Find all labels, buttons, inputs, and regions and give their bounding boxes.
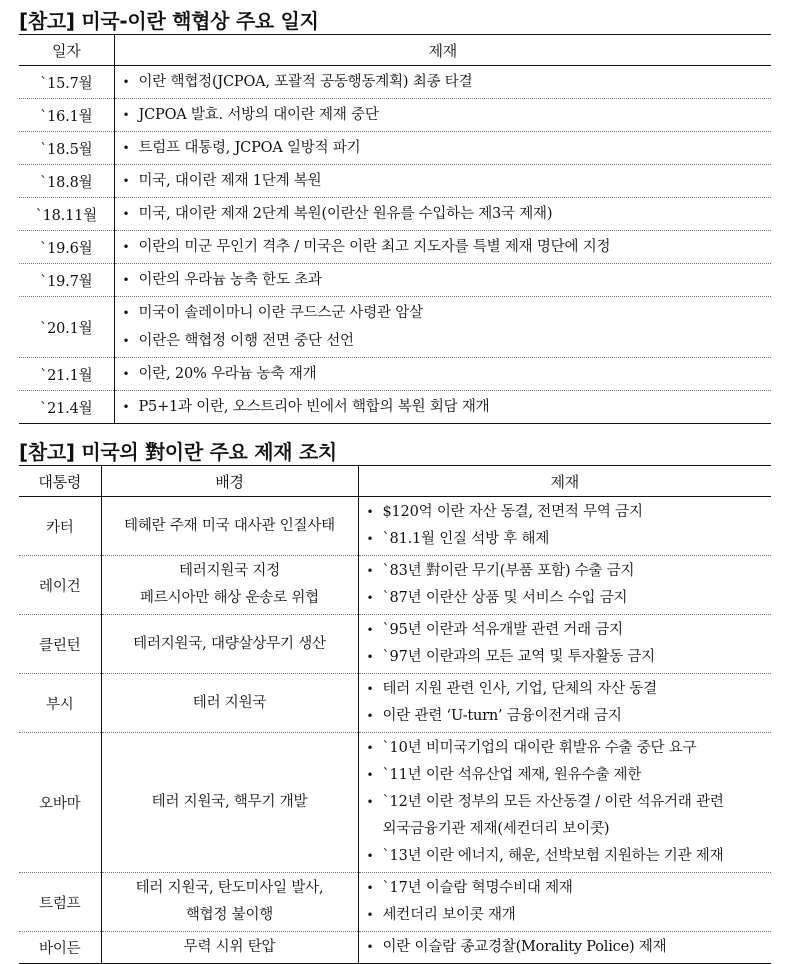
- nuclear-negotiation-timeline-table: [19, 34, 771, 424]
- bullet-icon: •: [366, 650, 374, 664]
- bullet-icon: •: [366, 505, 374, 519]
- event-text: JCPOA 발효. 서방의 대이란 제재 중단: [138, 107, 379, 123]
- president-cell: 바이든: [19, 932, 101, 964]
- header-background: 배경: [101, 466, 358, 497]
- sanction-text: `10년 비미국기업의 대이란 휘발유 수출 중단 요구: [382, 740, 697, 756]
- table-row: [19, 674, 771, 733]
- background-text: 페르시아만 해상 운송로 위협: [140, 590, 319, 606]
- header-president: 대통령: [19, 466, 101, 497]
- table-row: [19, 165, 771, 198]
- event-text: 미국이 솔레이마니 이란 쿠드스군 사령관 암살: [138, 305, 423, 321]
- bullet-icon: •: [366, 591, 374, 605]
- sanction-text: 이란 이슬람 종교경찰(Morality Police) 제재: [382, 939, 667, 955]
- background-text: 무력 시위 탄압: [183, 939, 276, 955]
- bullet-icon: •: [366, 709, 374, 723]
- table-row: [19, 733, 771, 873]
- us-sanctions-table: [19, 465, 771, 964]
- bullet-icon: •: [366, 564, 374, 578]
- section2-title: [참고] 미국의 對이란 주요 제재 조치: [19, 440, 337, 464]
- table-row: [19, 873, 771, 932]
- sanction-text: `17년 이슬람 혁명수비대 제재: [382, 880, 573, 896]
- sanction-text: 이란 관련 ‘U-turn’ 금융이전거래 금지: [382, 708, 622, 724]
- table-row: [19, 132, 771, 165]
- background-text: 테러 지원국, 핵무기 개발: [151, 794, 308, 810]
- bullet-icon: •: [122, 367, 130, 381]
- bullet-icon: •: [122, 273, 130, 287]
- bullet-icon: •: [366, 532, 374, 546]
- event-text: 이란은 핵협정 이행 전면 중단 선언: [138, 333, 354, 349]
- date-cell: `18.11월: [19, 198, 114, 231]
- sanction-text: $120억 이란 자산 동결, 전면적 무역 금지: [382, 504, 643, 520]
- sanction-text: `97년 이란과의 모든 교역 및 투자활동 금지: [382, 649, 655, 665]
- date-cell: `19.6월: [19, 231, 114, 264]
- bullet-icon: •: [122, 400, 130, 414]
- event-text: 이란의 우라늄 농축 한도 초과: [138, 272, 322, 288]
- sanction-text: `11년 이란 석유산업 제재, 원유수출 제한: [382, 767, 642, 783]
- table-row: [19, 231, 771, 264]
- president-cell: 오바마: [19, 733, 101, 873]
- table-row: [19, 198, 771, 231]
- table-row: [19, 66, 771, 99]
- table-header-row: [19, 35, 771, 66]
- background-text: 테러 지원국, 탄도미사일 발사,: [135, 880, 324, 896]
- president-cell: 클린턴: [19, 615, 101, 674]
- background-text: 핵협정 불이행: [185, 907, 274, 923]
- president-cell: 트럼프: [19, 873, 101, 932]
- section1-title: [참고] 미국-이란 핵협상 주요 일지: [19, 9, 319, 33]
- event-text: 미국, 대이란 제재 2단계 복원(이란산 원유를 수입하는 제3국 제재): [138, 206, 553, 222]
- header-content: 제재: [114, 35, 771, 66]
- date-cell: `21.1월: [19, 358, 114, 391]
- background-text: 테러지원국, 대량살상무기 생산: [133, 635, 326, 652]
- bullet-icon: •: [122, 75, 130, 89]
- date-cell: `15.7월: [19, 66, 114, 99]
- sanction-text: `95년 이란과 석유개발 관련 거래 금지: [382, 622, 623, 638]
- table-row: [19, 391, 771, 424]
- bullet-icon: •: [366, 881, 374, 895]
- table-row: [19, 932, 771, 964]
- table-row: [19, 358, 771, 391]
- bullet-icon: •: [366, 795, 374, 809]
- sanction-text: 테러 지원 관련 인사, 기업, 단체의 자산 동결: [382, 681, 657, 697]
- sanction-text-continuation: 외국금융기관 제재(세컨더리 보이콧): [382, 821, 610, 837]
- bullet-icon: •: [122, 334, 130, 348]
- date-cell: `19.7월: [19, 264, 114, 297]
- bullet-icon: •: [366, 908, 374, 922]
- date-cell: `20.1월: [19, 297, 114, 358]
- president-cell: 카터: [19, 497, 101, 556]
- date-cell: `18.8월: [19, 165, 114, 198]
- table-header-row: [19, 466, 771, 497]
- event-text: 미국, 대이란 제재 1단계 복원: [138, 173, 322, 189]
- background-text: 테러 지원국: [192, 694, 267, 711]
- date-cell: `18.5월: [19, 132, 114, 165]
- sanction-text: `83년 對이란 무기(부품 포함) 수출 금지: [382, 563, 635, 579]
- event-text: 이란의 미군 무인기 격추 / 미국은 이란 최고 지도자를 특별 제재 명단에 지정: [138, 239, 611, 255]
- sanction-text: `87년 이란산 상품 및 서비스 수입 금지: [382, 590, 628, 606]
- table-row: [19, 99, 771, 132]
- bullet-icon: •: [122, 306, 130, 320]
- sanction-text: `13년 이란 에너지, 해운, 선박보험 지원하는 기관 제재: [382, 848, 724, 864]
- background-text: 테헤란 주재 미국 대사관 인질사태: [124, 517, 335, 534]
- bullet-icon: •: [366, 940, 374, 954]
- bullet-icon: •: [366, 849, 374, 863]
- table-row: [19, 297, 771, 358]
- date-cell: `21.4월: [19, 391, 114, 424]
- sanction-text: 세컨더리 보이콧 재개: [382, 907, 516, 923]
- bullet-icon: •: [366, 741, 374, 755]
- date-cell: `16.1월: [19, 99, 114, 132]
- event-text: 이란 핵협정(JCPOA, 포괄적 공동행동계획) 최종 타결: [138, 74, 473, 90]
- background-text: 테러지원국 지정: [178, 563, 281, 579]
- table-row: [19, 497, 771, 556]
- bullet-icon: •: [122, 141, 130, 155]
- bullet-icon: •: [366, 768, 374, 782]
- event-text: 이란, 20% 우라늄 농축 재개: [138, 366, 317, 382]
- president-cell: 레이건: [19, 556, 101, 615]
- president-cell: 부시: [19, 674, 101, 733]
- event-text: P5+1과 이란, 오스트리아 빈에서 핵합의 복원 회담 재개: [138, 399, 490, 415]
- bullet-icon: •: [122, 174, 130, 188]
- bullet-icon: •: [366, 623, 374, 637]
- sanction-text: `12년 이란 정부의 모든 자산동결 / 이란 석유거래 관련: [382, 794, 724, 810]
- bullet-icon: •: [122, 108, 130, 122]
- header-date: 일자: [19, 35, 114, 66]
- table-row: [19, 615, 771, 674]
- bullet-icon: •: [366, 682, 374, 696]
- table-row: [19, 556, 771, 615]
- bullet-icon: •: [122, 207, 130, 221]
- event-text: 트럼프 대통령, JCPOA 일방적 파기: [138, 140, 361, 156]
- sanction-text: `81.1월 인질 석방 후 해제: [382, 531, 550, 547]
- table-row: [19, 264, 771, 297]
- header-sanctions: 제재: [358, 466, 771, 497]
- bullet-icon: •: [122, 240, 130, 254]
